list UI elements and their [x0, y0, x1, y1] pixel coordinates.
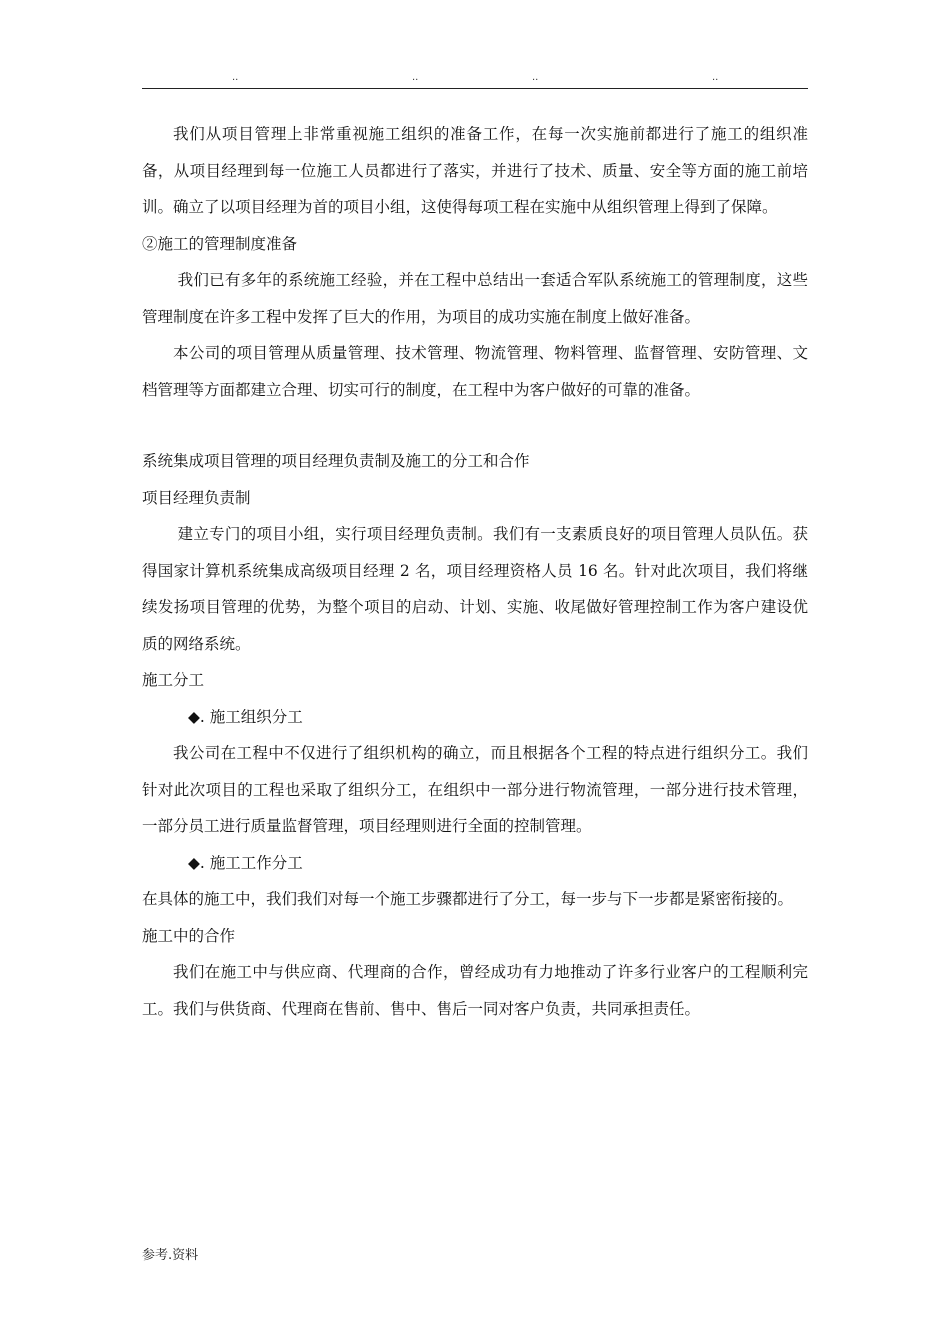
section-gap	[142, 408, 808, 443]
document-body	[142, 116, 808, 1027]
paragraph-project-manager: 建立专门的项目小组，实行项目经理负责制。我们有一支素质良好的项目管理人员队伍。获得国家计算机系统集成高级项目经理 2 名，项目经理资格人员 16 名。针对此次项目，我们将继续发扬项目管理的优势，为整个项目的启动、计划、实施、收尾做好管理控制工作为客户建设优质的网络系统。	[142, 525, 808, 653]
paragraph-org-division: 我公司在工程中不仅进行了组织机构的确立，而且根据各个工程的特点进行组织分工。我们针对此次项目的工程也采取了组织分工，在组织中一部分进行物流管理，一部分进行技术管理，一部分员工进行质量监督管理，项目经理则进行全面的控制管理。	[142, 744, 808, 835]
heading-section: 系统集成项目管理的项目经理负责制及施工的分工和合作	[142, 452, 530, 470]
heading-project-manager: 项目经理负责制	[142, 488, 251, 507]
heading-mgmt-system: ②施工的管理制度准备	[142, 234, 298, 253]
paragraph-cooperation: 我们在施工中与供应商、代理商的合作，曾经成功有力地推动了许多行业客户的工程顺利完工。我们与供货商、代理商在售前、售中、售后一同对客户负责，共同承担责任。	[142, 963, 808, 1018]
page-footer: 参考.资料	[142, 1248, 199, 1263]
header-mark: ..	[232, 72, 239, 83]
bullet-org-division: ◆. 施工组织分工	[188, 707, 303, 726]
paragraph-company-mgmt: 本公司的项目管理从质量管理、技术管理、物流管理、物料管理、监督管理、安防管理、文档管理等方面都建立合理、切实可行的制度，在工程中为客户做好的可靠的准备。	[142, 344, 808, 399]
page-header	[142, 70, 808, 89]
heading-division: 施工分工	[142, 671, 205, 689]
header-mark: ..	[532, 72, 539, 83]
header-mark: ..	[712, 72, 719, 83]
heading-cooperation: 施工中的合作	[142, 926, 236, 945]
bullet-work-division: ◆. 施工工作分工	[188, 853, 303, 872]
paragraph-org-prep: 我们从项目管理上非常重视施工组织的准备工作，在每一次实施前都进行了施工的组织准备，从项目经理到每一位施工人员都进行了落实，并进行了技术、质量、安全等方面的施工前培训。确立了以项目经理为首的项目小组，这使得每项工程在实施中从组织管理上得到了保障。	[142, 125, 808, 216]
paragraph-work-division: 在具体的施工中，我们我们对每一个施工步骤都进行了分工，每一步与下一步都是紧密衔接的。	[142, 890, 794, 908]
paragraph-mgmt-system: 我们已有多年的系统施工经验，并在工程中总结出一套适合军队系统施工的管理制度，这些管理制度在许多工程中发挥了巨大的作用，为项目的成功实施在制度上做好准备。	[142, 271, 808, 326]
header-mark: ..	[412, 72, 419, 83]
